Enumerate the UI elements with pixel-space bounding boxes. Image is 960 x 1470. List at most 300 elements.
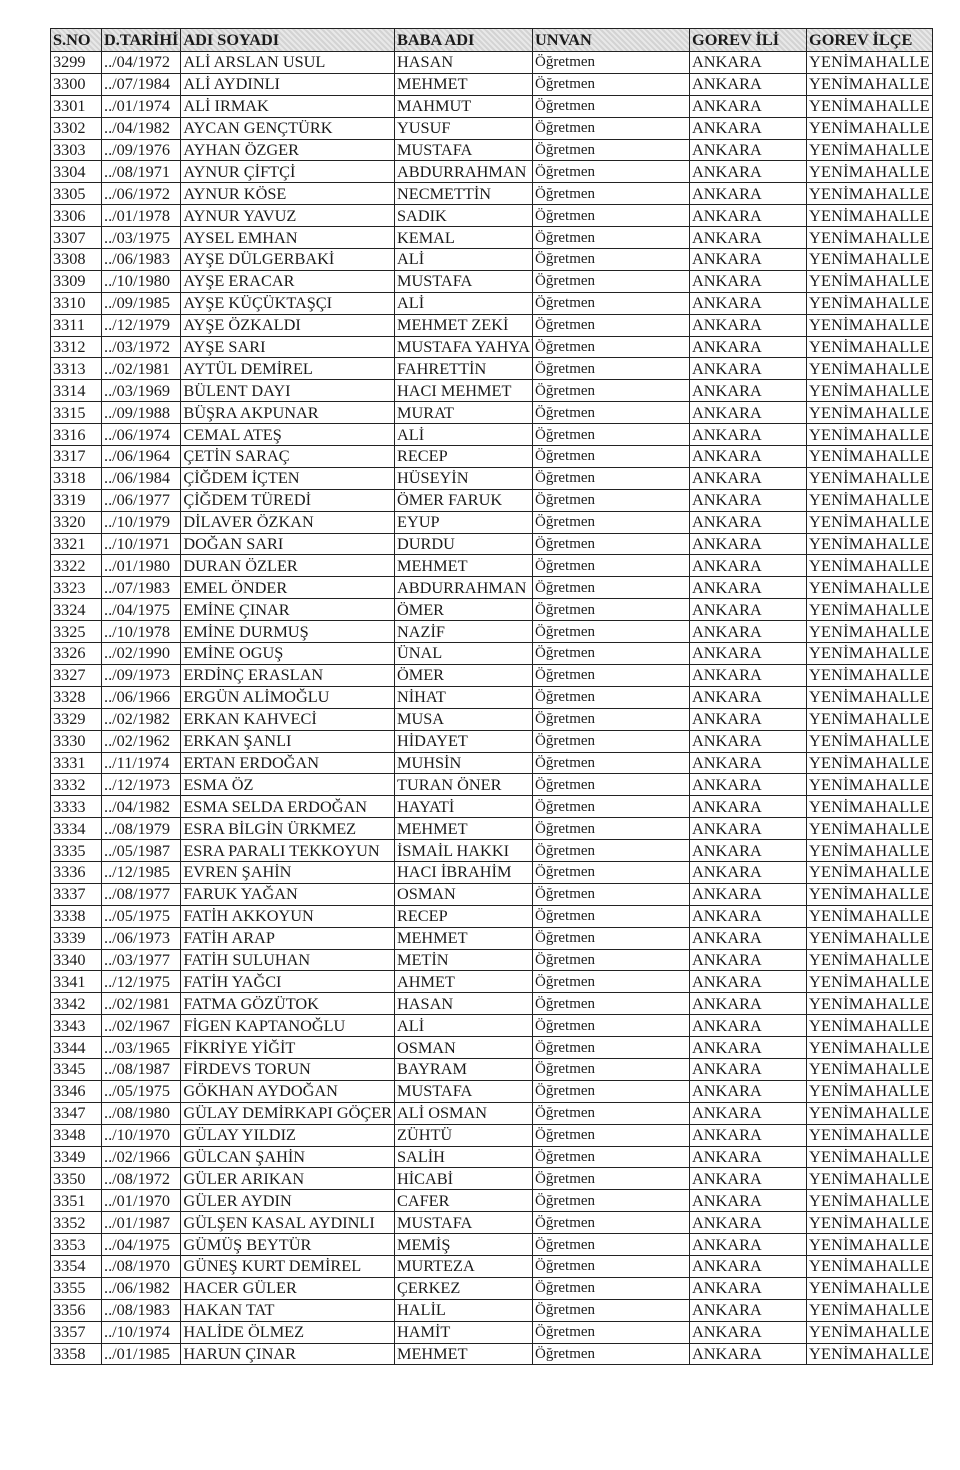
table-row [51,205,933,227]
cell-title: Öğretmen [533,227,690,249]
cell-birth-date: ../06/1972 [102,183,181,205]
cell-province: ANKARA [690,249,807,271]
table-row [51,1190,933,1212]
cell-father-name: HACI MEHMET [395,380,533,402]
cell-full-name: ERGÜN ALİMOĞLU [181,686,395,708]
cell-full-name: FATMA GÖZÜTOK [181,993,395,1015]
cell-province: ANKARA [690,73,807,95]
cell-birth-date: ../09/1973 [102,664,181,686]
cell-sno: 3349 [51,1146,102,1168]
cell-full-name: AYNUR ÇİFTÇİ [181,161,395,183]
table-row [51,446,933,468]
cell-birth-date: ../06/1982 [102,1277,181,1299]
cell-title: Öğretmen [533,358,690,380]
cell-full-name: ERDİNÇ ERASLAN [181,664,395,686]
cell-title: Öğretmen [533,621,690,643]
cell-birth-date: ../06/1966 [102,686,181,708]
cell-sno: 3343 [51,1015,102,1037]
cell-title: Öğretmen [533,1146,690,1168]
cell-full-name: FARUK YAĞAN [181,883,395,905]
table-row [51,1321,933,1343]
table-row [51,971,933,993]
cell-sno: 3316 [51,424,102,446]
cell-district: YENİMAHALLE [807,249,933,271]
cell-birth-date: ../12/1975 [102,971,181,993]
cell-birth-date: ../11/1974 [102,752,181,774]
cell-district: YENİMAHALLE [807,1015,933,1037]
cell-title: Öğretmen [533,489,690,511]
cell-father-name: NAZİF [395,621,533,643]
cell-full-name: FİRDEVS TORUN [181,1058,395,1080]
cell-full-name: ESRA PARALI TEKKOYUN [181,840,395,862]
cell-district: YENİMAHALLE [807,139,933,161]
cell-sno: 3326 [51,643,102,665]
cell-birth-date: ../03/1972 [102,336,181,358]
cell-full-name: DURAN ÖZLER [181,555,395,577]
cell-birth-date: ../10/1980 [102,270,181,292]
table-row [51,752,933,774]
cell-father-name: MURTEZA [395,1255,533,1277]
cell-father-name: HAYATİ [395,796,533,818]
cell-province: ANKARA [690,905,807,927]
cell-province: ANKARA [690,205,807,227]
cell-sno: 3315 [51,402,102,424]
table-row [51,489,933,511]
cell-full-name: GÜMÜŞ BEYTÜR [181,1234,395,1256]
cell-province: ANKARA [690,1168,807,1190]
cell-sno: 3335 [51,840,102,862]
cell-birth-date: ../01/1987 [102,1212,181,1234]
cell-title: Öğretmen [533,1234,690,1256]
cell-father-name: METİN [395,949,533,971]
cell-province: ANKARA [690,270,807,292]
cell-father-name: İSMAİL HAKKI [395,840,533,862]
cell-father-name: ÖMER FARUK [395,489,533,511]
cell-district: YENİMAHALLE [807,205,933,227]
cell-title: Öğretmen [533,380,690,402]
cell-father-name: KEMAL [395,227,533,249]
cell-father-name: ALİ [395,292,533,314]
table-row [51,905,933,927]
table-row [51,467,933,489]
cell-sno: 3322 [51,555,102,577]
cell-title: Öğretmen [533,314,690,336]
table-row [51,424,933,446]
cell-full-name: ESMA ÖZ [181,774,395,796]
cell-full-name: HARUN ÇINAR [181,1343,395,1365]
table-row [51,249,933,271]
cell-full-name: BÜŞRA AKPUNAR [181,402,395,424]
cell-father-name: ALİ [395,424,533,446]
cell-sno: 3319 [51,489,102,511]
table-row [51,73,933,95]
cell-father-name: FAHRETTİN [395,358,533,380]
header-birth-date: D.TARİHİ [102,29,181,52]
cell-sno: 3340 [51,949,102,971]
cell-province: ANKARA [690,227,807,249]
cell-sno: 3302 [51,117,102,139]
cell-full-name: AYŞE SARI [181,336,395,358]
cell-sno: 3330 [51,730,102,752]
cell-province: ANKARA [690,52,807,74]
cell-province: ANKARA [690,292,807,314]
cell-full-name: EMEL ÖNDER [181,577,395,599]
cell-district: YENİMAHALLE [807,1343,933,1365]
cell-sno: 3344 [51,1037,102,1059]
cell-father-name: NECMETTİN [395,183,533,205]
cell-province: ANKARA [690,883,807,905]
cell-sno: 3341 [51,971,102,993]
cell-district: YENİMAHALLE [807,796,933,818]
cell-province: ANKARA [690,555,807,577]
cell-full-name: FATİH AKKOYUN [181,905,395,927]
cell-title: Öğretmen [533,971,690,993]
cell-sno: 3358 [51,1343,102,1365]
cell-sno: 3357 [51,1321,102,1343]
cell-title: Öğretmen [533,511,690,533]
cell-district: YENİMAHALLE [807,380,933,402]
cell-full-name: EVREN ŞAHİN [181,861,395,883]
cell-father-name: ALİ OSMAN [395,1102,533,1124]
cell-province: ANKARA [690,730,807,752]
table-row [51,183,933,205]
cell-province: ANKARA [690,927,807,949]
cell-birth-date: ../02/1981 [102,993,181,1015]
cell-title: Öğretmen [533,840,690,862]
cell-province: ANKARA [690,402,807,424]
cell-father-name: CAFER [395,1190,533,1212]
table-row [51,1234,933,1256]
cell-father-name: EYUP [395,511,533,533]
cell-birth-date: ../06/1964 [102,446,181,468]
cell-full-name: HAKAN TAT [181,1299,395,1321]
cell-district: YENİMAHALLE [807,511,933,533]
table-row [51,1124,933,1146]
table-row [51,358,933,380]
cell-sno: 3329 [51,708,102,730]
table-row [51,686,933,708]
cell-district: YENİMAHALLE [807,489,933,511]
cell-province: ANKARA [690,840,807,862]
cell-father-name: MAHMUT [395,95,533,117]
cell-title: Öğretmen [533,1102,690,1124]
cell-sno: 3301 [51,95,102,117]
cell-father-name: MEHMET [395,818,533,840]
cell-father-name: BAYRAM [395,1058,533,1080]
cell-province: ANKARA [690,599,807,621]
cell-father-name: HİCABİ [395,1168,533,1190]
cell-district: YENİMAHALLE [807,95,933,117]
cell-father-name: YUSUF [395,117,533,139]
cell-father-name: ÜNAL [395,643,533,665]
cell-title: Öğretmen [533,905,690,927]
table-row [51,664,933,686]
cell-title: Öğretmen [533,1212,690,1234]
cell-title: Öğretmen [533,555,690,577]
cell-district: YENİMAHALLE [807,227,933,249]
cell-sno: 3324 [51,599,102,621]
table-row [51,1255,933,1277]
table-row [51,861,933,883]
cell-title: Öğretmen [533,883,690,905]
cell-father-name: MEHMET [395,927,533,949]
cell-birth-date: ../06/1983 [102,249,181,271]
cell-sno: 3354 [51,1255,102,1277]
cell-birth-date: ../08/1983 [102,1299,181,1321]
cell-father-name: HÜSEYİN [395,467,533,489]
cell-sno: 3333 [51,796,102,818]
cell-father-name: MURAT [395,402,533,424]
cell-birth-date: ../01/1980 [102,555,181,577]
table-row [51,52,933,74]
cell-title: Öğretmen [533,752,690,774]
cell-birth-date: ../02/1967 [102,1015,181,1037]
personnel-table [50,28,933,1365]
cell-father-name: MEHMET ZEKİ [395,314,533,336]
table-row [51,1080,933,1102]
cell-title: Öğretmen [533,1080,690,1102]
cell-sno: 3345 [51,1058,102,1080]
cell-title: Öğretmen [533,249,690,271]
cell-sno: 3342 [51,993,102,1015]
header-sno: S.NO [51,29,102,52]
cell-full-name: ALİ IRMAK [181,95,395,117]
cell-province: ANKARA [690,161,807,183]
header-father-name: BABA ADI [395,29,533,52]
cell-birth-date: ../01/1985 [102,1343,181,1365]
cell-district: YENİMAHALLE [807,1058,933,1080]
cell-sno: 3312 [51,336,102,358]
cell-province: ANKARA [690,1234,807,1256]
cell-full-name: HALİDE ÖLMEZ [181,1321,395,1343]
cell-full-name: ALİ AYDINLI [181,73,395,95]
cell-father-name: RECEP [395,905,533,927]
cell-district: YENİMAHALLE [807,314,933,336]
cell-father-name: MEMİŞ [395,1234,533,1256]
cell-sno: 3307 [51,227,102,249]
cell-district: YENİMAHALLE [807,1102,933,1124]
cell-district: YENİMAHALLE [807,52,933,74]
cell-title: Öğretmen [533,424,690,446]
cell-title: Öğretmen [533,467,690,489]
cell-district: YENİMAHALLE [807,730,933,752]
cell-birth-date: ../04/1975 [102,1234,181,1256]
cell-title: Öğretmen [533,927,690,949]
table-row [51,840,933,862]
cell-birth-date: ../04/1972 [102,52,181,74]
table-row [51,402,933,424]
table-row [51,1299,933,1321]
cell-full-name: AYŞE KÜÇÜKTAŞÇI [181,292,395,314]
cell-sno: 3337 [51,883,102,905]
cell-province: ANKARA [690,336,807,358]
cell-father-name: TURAN ÖNER [395,774,533,796]
cell-title: Öğretmen [533,205,690,227]
cell-full-name: ÇİĞDEM İÇTEN [181,467,395,489]
cell-full-name: AYCAN GENÇTÜRK [181,117,395,139]
cell-province: ANKARA [690,1124,807,1146]
table-row [51,336,933,358]
cell-title: Öğretmen [533,117,690,139]
cell-birth-date: ../04/1982 [102,796,181,818]
cell-sno: 3331 [51,752,102,774]
cell-full-name: FATİH ARAP [181,927,395,949]
cell-province: ANKARA [690,489,807,511]
cell-district: YENİMAHALLE [807,73,933,95]
table-row [51,555,933,577]
cell-title: Öğretmen [533,139,690,161]
cell-full-name: ERKAN KAHVECİ [181,708,395,730]
cell-title: Öğretmen [533,818,690,840]
cell-district: YENİMAHALLE [807,971,933,993]
table-row [51,708,933,730]
cell-father-name: OSMAN [395,883,533,905]
cell-full-name: DİLAVER ÖZKAN [181,511,395,533]
cell-title: Öğretmen [533,599,690,621]
cell-father-name: SALİH [395,1146,533,1168]
cell-province: ANKARA [690,183,807,205]
cell-district: YENİMAHALLE [807,818,933,840]
cell-full-name: GÜLCAN ŞAHİN [181,1146,395,1168]
table-row [51,599,933,621]
cell-sno: 3336 [51,861,102,883]
table-row [51,270,933,292]
cell-district: YENİMAHALLE [807,336,933,358]
cell-province: ANKARA [690,467,807,489]
table-row [51,1146,933,1168]
cell-birth-date: ../06/1977 [102,489,181,511]
cell-title: Öğretmen [533,1277,690,1299]
cell-full-name: AYHAN ÖZGER [181,139,395,161]
table-row [51,577,933,599]
cell-district: YENİMAHALLE [807,183,933,205]
cell-district: YENİMAHALLE [807,1190,933,1212]
cell-province: ANKARA [690,139,807,161]
cell-birth-date: ../12/1985 [102,861,181,883]
cell-sno: 3309 [51,270,102,292]
cell-father-name: MUHSİN [395,752,533,774]
document-page [50,28,933,1365]
cell-full-name: CEMAL ATEŞ [181,424,395,446]
cell-father-name: MEHMET [395,1343,533,1365]
table-row [51,380,933,402]
table-row [51,533,933,555]
cell-sno: 3338 [51,905,102,927]
table-row [51,1102,933,1124]
cell-title: Öğretmen [533,446,690,468]
cell-sno: 3299 [51,52,102,74]
cell-father-name: ABDURRAHMAN [395,161,533,183]
cell-birth-date: ../02/1966 [102,1146,181,1168]
cell-sno: 3351 [51,1190,102,1212]
cell-sno: 3321 [51,533,102,555]
cell-province: ANKARA [690,949,807,971]
cell-province: ANKARA [690,1146,807,1168]
cell-province: ANKARA [690,708,807,730]
cell-father-name: MUSTAFA [395,1080,533,1102]
cell-father-name: ABDURRAHMAN [395,577,533,599]
cell-district: YENİMAHALLE [807,1277,933,1299]
cell-birth-date: ../02/1982 [102,708,181,730]
header-province: GOREV İLİ [690,29,807,52]
cell-birth-date: ../03/1969 [102,380,181,402]
cell-province: ANKARA [690,621,807,643]
cell-full-name: AYŞE DÜLGERBAKİ [181,249,395,271]
cell-title: Öğretmen [533,577,690,599]
cell-district: YENİMAHALLE [807,949,933,971]
cell-title: Öğretmen [533,73,690,95]
cell-birth-date: ../08/1980 [102,1102,181,1124]
cell-title: Öğretmen [533,993,690,1015]
cell-father-name: NİHAT [395,686,533,708]
cell-full-name: GÖKHAN AYDOĞAN [181,1080,395,1102]
cell-birth-date: ../08/1970 [102,1255,181,1277]
cell-district: YENİMAHALLE [807,1299,933,1321]
cell-sno: 3339 [51,927,102,949]
cell-title: Öğretmen [533,1037,690,1059]
cell-father-name: HASAN [395,993,533,1015]
cell-birth-date: ../07/1983 [102,577,181,599]
cell-province: ANKARA [690,1255,807,1277]
table-row [51,927,933,949]
cell-title: Öğretmen [533,161,690,183]
cell-sno: 3350 [51,1168,102,1190]
table-row [51,643,933,665]
cell-father-name: HALİL [395,1299,533,1321]
cell-title: Öğretmen [533,52,690,74]
cell-birth-date: ../08/1979 [102,818,181,840]
cell-full-name: GÜLER AYDIN [181,1190,395,1212]
cell-province: ANKARA [690,971,807,993]
cell-province: ANKARA [690,95,807,117]
cell-full-name: HACER GÜLER [181,1277,395,1299]
cell-district: YENİMAHALLE [807,533,933,555]
table-row [51,161,933,183]
cell-birth-date: ../10/1978 [102,621,181,643]
cell-district: YENİMAHALLE [807,1168,933,1190]
cell-father-name: HACI İBRAHİM [395,861,533,883]
cell-district: YENİMAHALLE [807,927,933,949]
cell-full-name: EMİNE OGUŞ [181,643,395,665]
cell-district: YENİMAHALLE [807,1124,933,1146]
cell-sno: 3347 [51,1102,102,1124]
cell-birth-date: ../07/1984 [102,73,181,95]
cell-full-name: AYŞE ÖZKALDI [181,314,395,336]
cell-province: ANKARA [690,1343,807,1365]
cell-father-name: ÇERKEZ [395,1277,533,1299]
cell-district: YENİMAHALLE [807,270,933,292]
table-row [51,1343,933,1365]
cell-district: YENİMAHALLE [807,905,933,927]
cell-district: YENİMAHALLE [807,1321,933,1343]
cell-province: ANKARA [690,1321,807,1343]
cell-father-name: DURDU [395,533,533,555]
cell-district: YENİMAHALLE [807,643,933,665]
cell-province: ANKARA [690,1037,807,1059]
cell-birth-date: ../09/1985 [102,292,181,314]
table-row [51,774,933,796]
cell-full-name: ESMA SELDA ERDOĞAN [181,796,395,818]
cell-full-name: ÇİĞDEM TÜREDİ [181,489,395,511]
cell-sno: 3318 [51,467,102,489]
table-row [51,227,933,249]
cell-birth-date: ../02/1990 [102,643,181,665]
table-row [51,883,933,905]
cell-district: YENİMAHALLE [807,599,933,621]
cell-province: ANKARA [690,796,807,818]
cell-sno: 3304 [51,161,102,183]
cell-father-name: MUSTAFA [395,270,533,292]
